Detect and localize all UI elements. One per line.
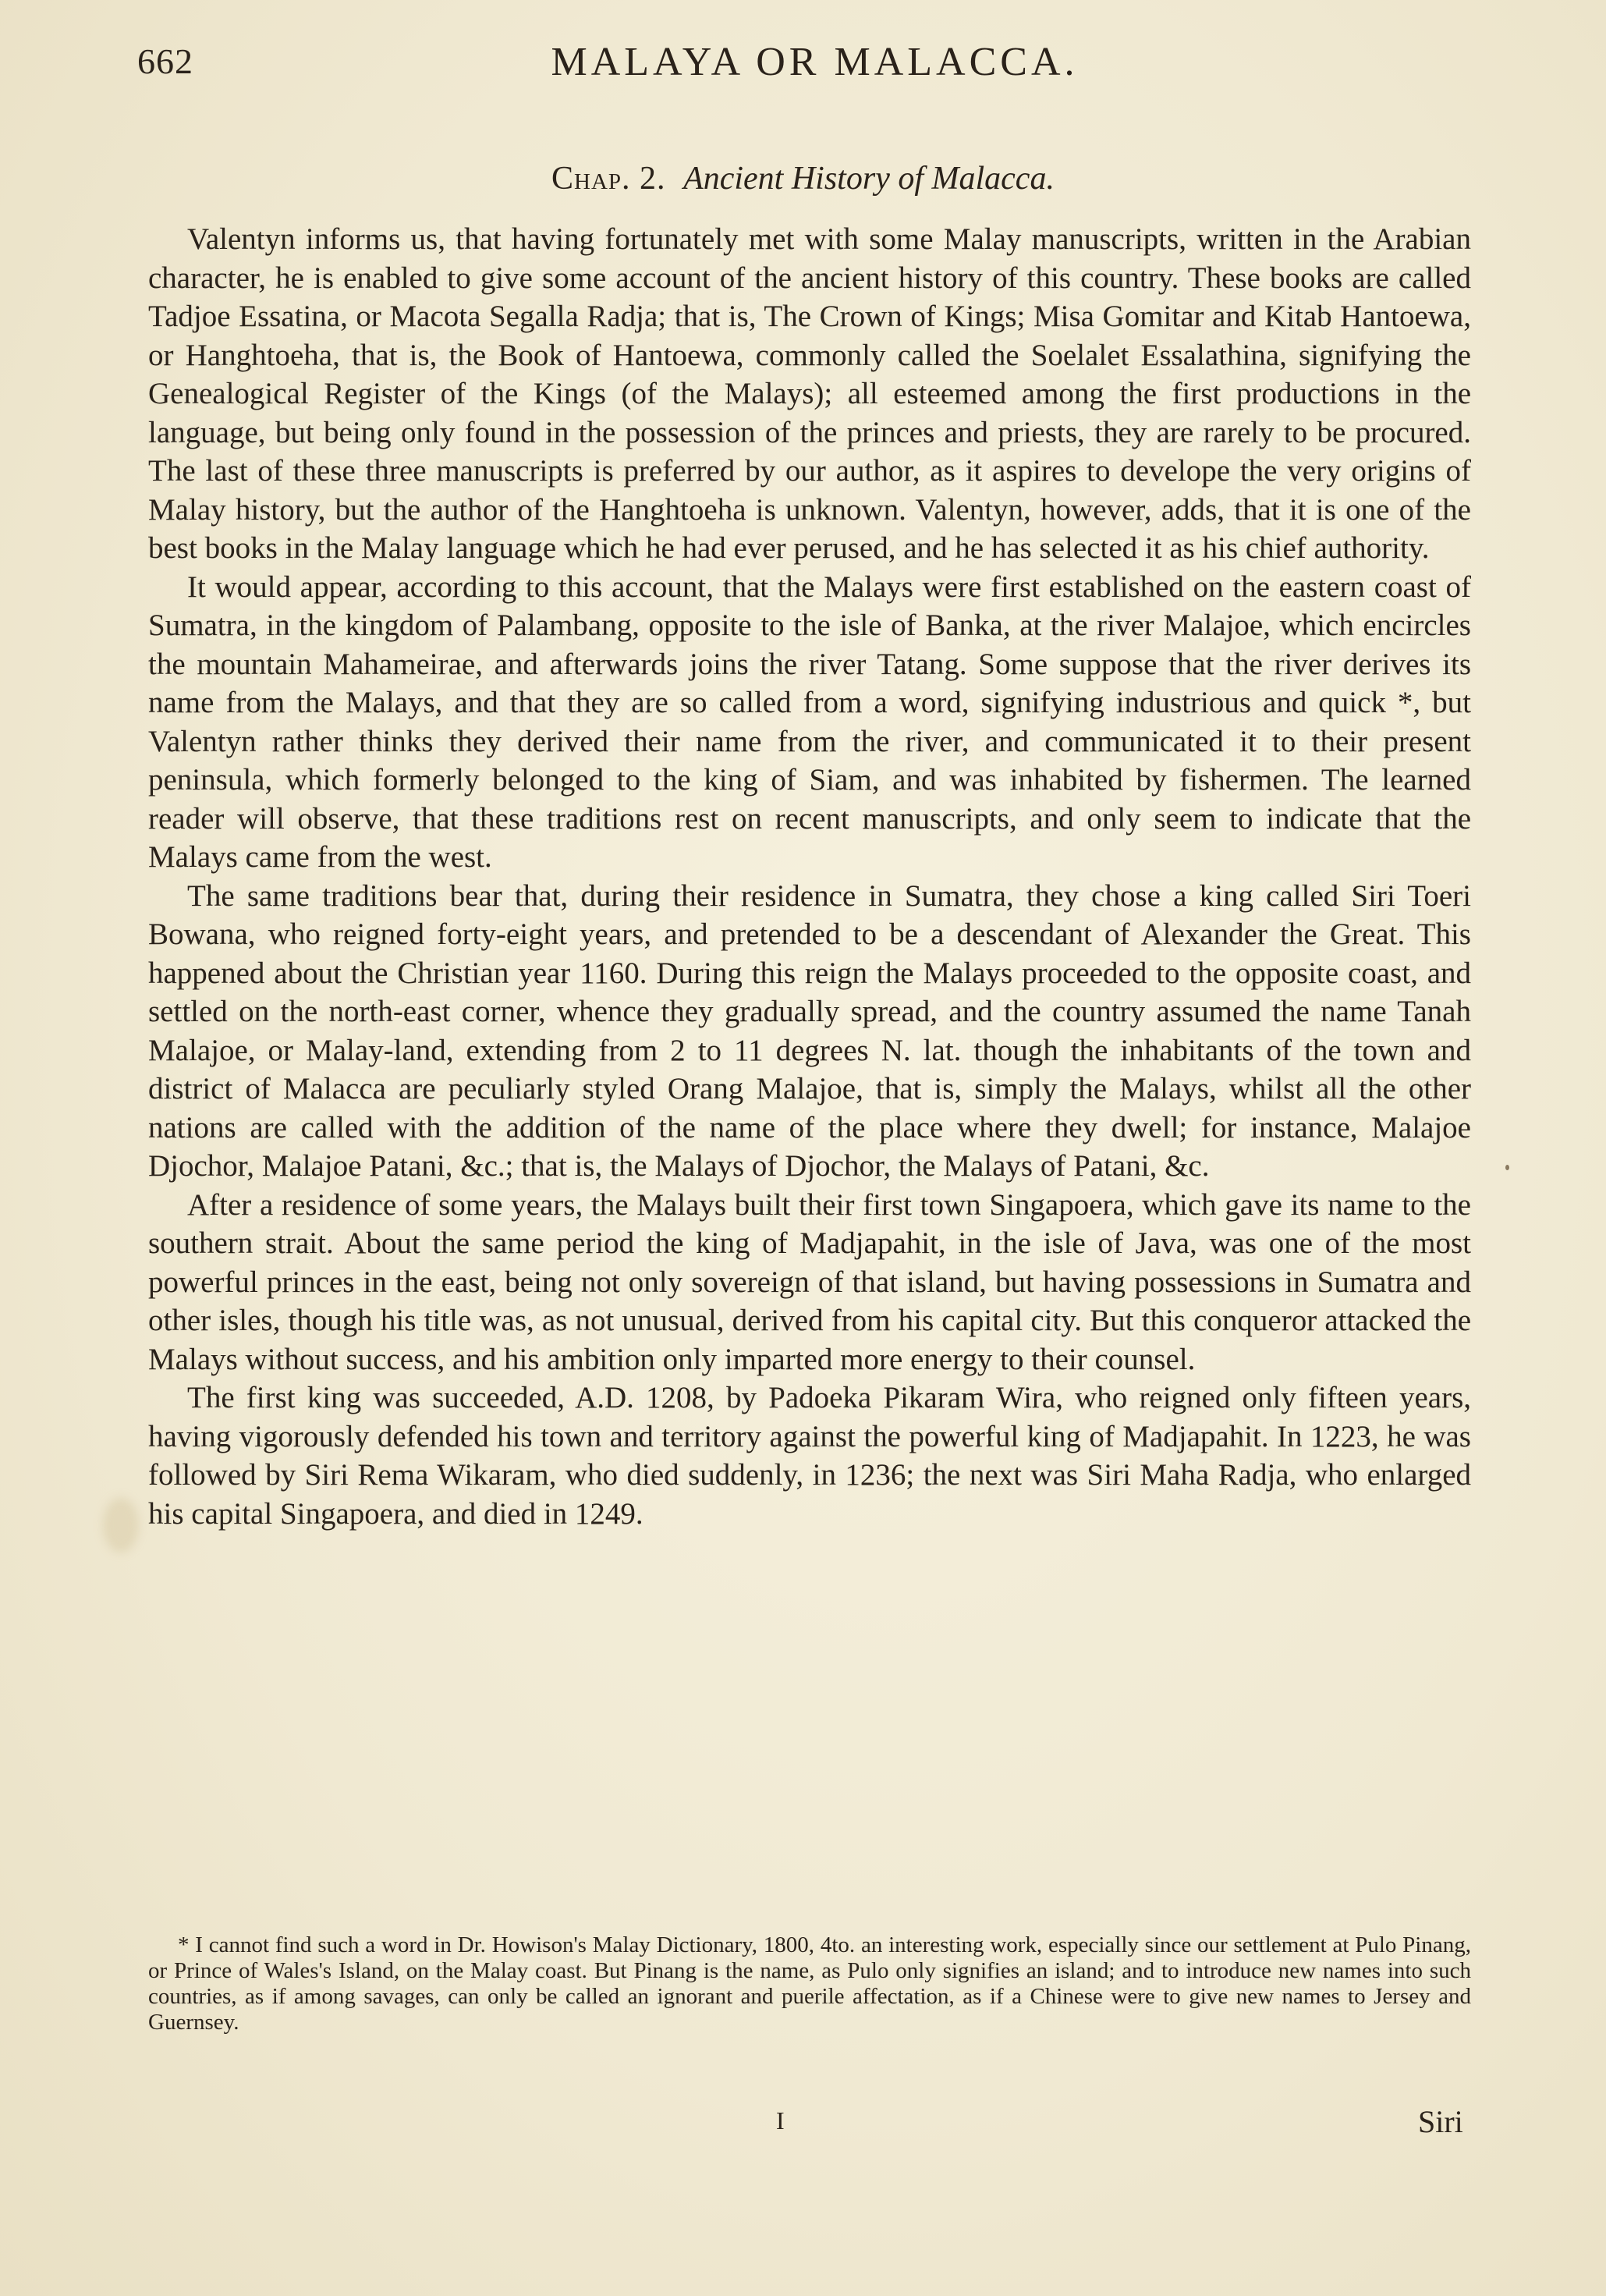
- chapter-heading: [0, 160, 1606, 197]
- footnote: * I cannot find such a word in Dr. Howison's Malay Dictionary, 1800, 4to. an interesting work, especially since our settlement at Pulo Pinang, or Prince of Wales's Island, on the Malay coast. But Pinang is the name, as Pulo only signifies an island; and to introduce new names into such countries, as if among savages, can only be called an ignorant and puerile affectation, as if a Chinese were to give new names to Jersey and Guernsey.: [148, 1932, 1471, 2035]
- chapter-title: Ancient History of Malacca.: [683, 161, 1055, 197]
- running-head: MALAYA OR MALACCA.: [551, 40, 1079, 84]
- paragraph: The first king was succeeded, A.D. 1208, by Padoeka Pikaram Wira, who reigned only fifteen years, having vigorously defended his town and territory against the powerful king of Madjapahit. In 1223, he was followed by Siri Rema Wikaram, who died suddenly, in 1236; the next was Siri Maha Radja, who enlarged his capital Singapoera, and died in 1249.: [148, 1381, 1471, 1531]
- paragraph: Valentyn informs us, that having fortunately met with some Malay manuscripts, written in the Arabian character, he is enabled to give some account of the ancient history of this country. These books are called Tadjoe Essatina, or Macota Segalla Radja; that is, The Crown of Kings; Misa Gomitar and Kitab Hantoewa, or Hanghtoeha, that is, the Book of Hantoewa, commonly called the Soelalet Essalathina, signifying the Genealogical Register of the Kings (of the Malays); all esteemed among the first productions in the language, but being only found in the possession of the princes and priests, they are rarely to be procured. The last of these three manuscripts is preferred by our author, as it aspires to develope the very origins of Malay history, but the author of the Hanghtoeha is unknown. Valentyn, however, adds, that it is one of the best books in the Malay language which he had ever perused, and he has selected it as his chief authority.: [148, 222, 1471, 565]
- body-text: [148, 220, 1471, 1533]
- paper-stain: [103, 1498, 139, 1553]
- catchword: Siri: [1418, 2104, 1463, 2139]
- signature-mark: I: [776, 2106, 785, 2135]
- paragraph: It would appear, according to this account, that the Malays were first established on the eastern coast of Sumatra, in the kingdom of Palambang, opposite to the isle of Banka, at the river Malajoe, which encircles the mountain Mahameirae, and afterwards joins the river Tatang. Some suppose that the river derives its name from the Malays, and that they are so called from a word, signifying industrious and quick *, but Valentyn rather thinks they derived their name from the river, and communicated it to their present peninsula, which formerly belonged to the king of Siam, and was inhabited by fishermen. The learned reader will observe, that these traditions rest on recent manuscripts, and only seem to indicate that the Malays came from the west.: [148, 570, 1471, 874]
- page-number: 662: [137, 41, 193, 81]
- paragraph: After a residence of some years, the Malays built their first town Singapoera, which gave its name to the southern strait. About the same period the king of Madjapahit, in the isle of Java, was one of the most powerful princes in the east, being not only sovereign of that island, but having possessions in Sumatra and other isles, though his title was, as not unusual, derived from his capital city. But this conqueror attacked the Malays without success, and his ambition only imparted more energy to their counsel.: [148, 1187, 1471, 1376]
- paragraph: The same traditions bear that, during their residence in Sumatra, they chose a king called Siri Toeri Bowana, who reigned forty-eight years, and pretended to be a descendant of Alexander the Great. This happened about the Christian year 1160. During this reign the Malays proceeded to the opposite coast, and settled on the north-east corner, whence they gradually spread, and the country assumed the name Tanah Malajoe, or Malay-land, extending from 2 to 11 degrees N. lat. though the inhabitants of the town and district of Malacca are peculiarly styled Orang Malajoe, that is, simply the Malays, whilst all the other nations are called with the addition of the name of the place where they dwell; for instance, Malajoe Djochor, Malajoe Patani, &c.; that is, the Malays of Djochor, the Malays of Patani, &c.: [148, 878, 1471, 1183]
- margin-speck: [1505, 1165, 1509, 1170]
- chapter-label: Chap. 2.: [551, 161, 666, 197]
